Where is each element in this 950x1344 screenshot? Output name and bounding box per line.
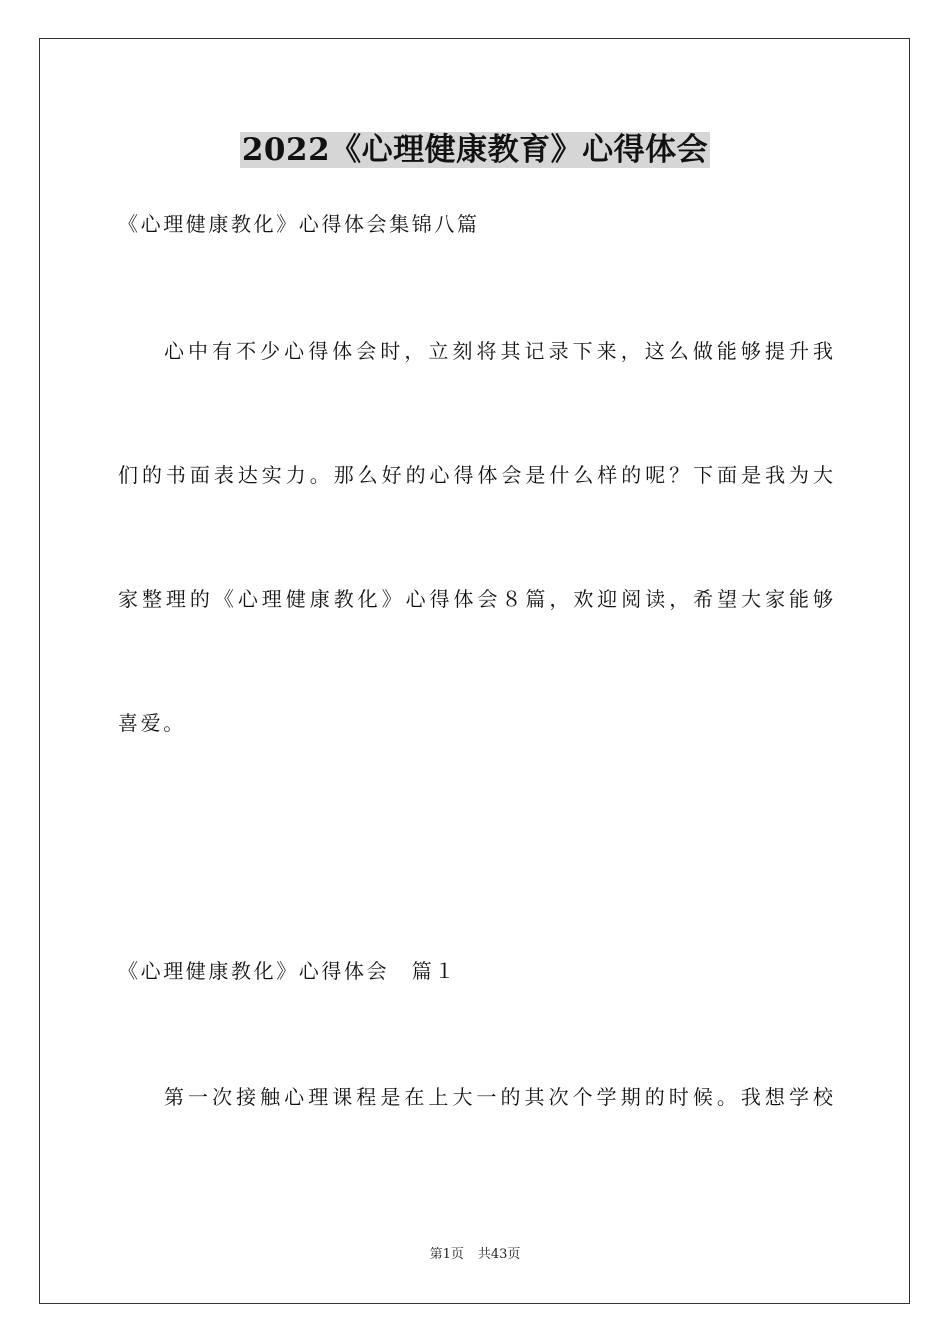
section-heading: 《心理健康教化》心得体会 篇１ xyxy=(118,959,457,983)
document-title-text: 2022《心理健康教育》心得体会 xyxy=(241,132,709,168)
page-total: 共43页 xyxy=(477,1247,521,1262)
intro-paragraph-line: 们的书面表达实力。那么好的心得体会是什么样的呢？下面是我为大 xyxy=(118,463,833,487)
document-subtitle: 《心理健康教化》心得体会集锦八篇 xyxy=(118,212,480,236)
intro-paragraph-line: 喜爱。 xyxy=(118,711,186,735)
page-number: 第1页 xyxy=(429,1247,464,1262)
intro-paragraph-line: 心中有不少心得体会时，立刻将其记录下来，这么做能够提升我 xyxy=(164,339,833,363)
page-footer xyxy=(0,1246,950,1264)
section-paragraph-line: 第一次接触心理课程是在上大一的其次个学期的时候。我想学校 xyxy=(164,1085,833,1109)
intro-paragraph-line: 家整理的《心理健康教化》心得体会８篇，欢迎阅读，希望大家能够 xyxy=(118,587,833,611)
document-title xyxy=(0,130,950,170)
